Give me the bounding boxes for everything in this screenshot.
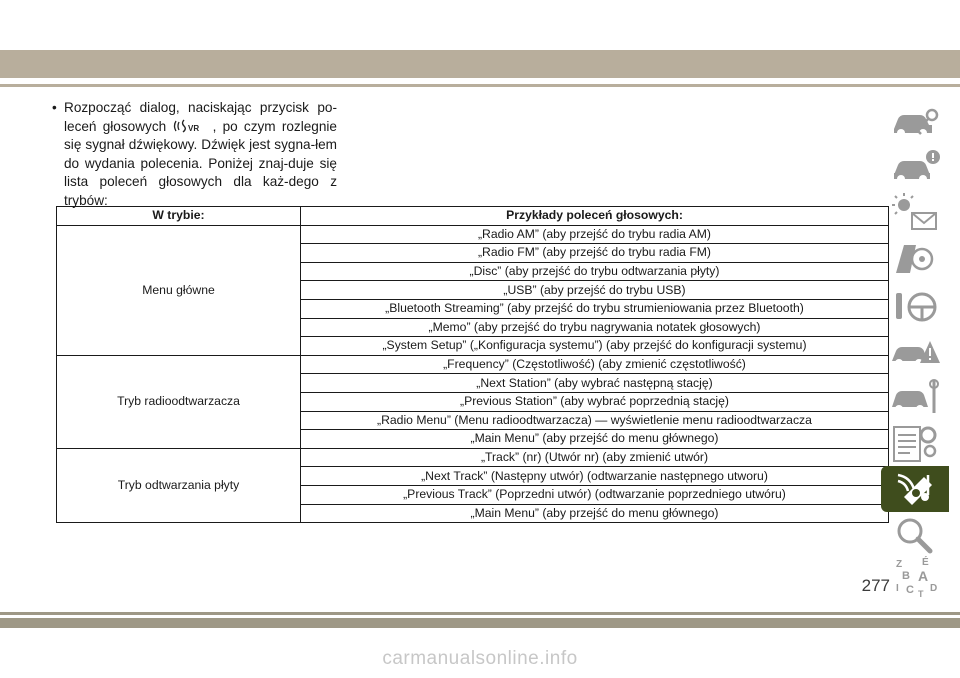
command-cell: „Frequency” (Częstotliwość) (aby zmienić częstotliwość) <box>301 355 889 374</box>
voice-commands-table <box>56 206 889 523</box>
header-band <box>0 50 960 78</box>
search-icon <box>888 513 942 557</box>
sidebar-item-dashboard-lights[interactable] <box>884 190 946 236</box>
table-row <box>57 225 889 244</box>
specifications-icon <box>888 421 942 465</box>
command-cell: „Next Track” (Następny utwór) (odtwarzanie następnego utworu) <box>301 467 889 486</box>
intro-text <box>64 99 337 211</box>
page-number: 277 <box>861 576 890 595</box>
header-rule <box>0 84 960 87</box>
airbag-safety-icon <box>888 237 942 281</box>
multimedia-icon <box>888 467 942 511</box>
voice-recognition-button-icon <box>172 119 206 133</box>
index-letter: T <box>918 589 924 599</box>
table-body <box>57 225 889 523</box>
sidebar-item-car-key[interactable] <box>884 100 946 146</box>
index-letter: A <box>918 568 929 584</box>
command-cell: „Memo” (aby przejść do trybu nagrywania notatek głosowych) <box>301 318 889 337</box>
index-alphabet-icon <box>888 555 942 599</box>
index-letter: I <box>896 583 899 594</box>
dashboard-lights-icon <box>888 191 942 235</box>
command-cell: „Previous Track” (Poprzedni utwór) (odtwarzanie poprzedniego utwóru) <box>301 485 889 504</box>
header-mode: W trybie: <box>57 207 301 226</box>
steering-start-icon <box>888 283 942 327</box>
command-cell: „Main Menu” (aby przejść do menu głównego) <box>301 504 889 523</box>
watermark: carmanualsonline.info <box>382 648 578 669</box>
intro-paragraph <box>52 99 337 211</box>
table-row <box>57 448 889 467</box>
index-letter: D <box>930 583 938 594</box>
sidebar-item-airbag-safety[interactable] <box>884 236 946 282</box>
command-cell: „Radio Menu” (Menu radioodtwarzacza) — wyświetlenie menu radioodtwarzacza <box>301 411 889 430</box>
sidebar-item-car-info[interactable] <box>884 144 946 190</box>
sidebar-item-multimedia[interactable] <box>881 466 949 512</box>
command-cell: „Bluetooth Streaming” (aby przejść do trybu strumieniowania przez Bluetooth) <box>301 299 889 318</box>
mode-cell: Tryb radioodtwarzacza <box>57 355 301 448</box>
car-service-icon <box>888 375 942 419</box>
car-info-icon <box>888 145 942 189</box>
table-row <box>57 355 889 374</box>
sidebar-item-specifications[interactable] <box>884 420 946 466</box>
command-cell: „USB” (aby przejść do trybu USB) <box>301 281 889 300</box>
sidebar-item-steering-start[interactable] <box>884 282 946 328</box>
command-cell: „Next Station” (aby wybrać następną stację) <box>301 374 889 393</box>
command-cell: „Main Menu” (aby przejść do menu głównego) <box>301 430 889 449</box>
index-letter: C <box>906 584 914 596</box>
table-header-row <box>57 207 889 226</box>
command-cell: „Radio AM” (aby przejść do trybu radia AM) <box>301 225 889 244</box>
command-cell: „Track” (nr) (Utwór nr) (aby zmienić utwór) <box>301 448 889 467</box>
command-cell: „Previous Station” (aby wybrać poprzednią stację) <box>301 392 889 411</box>
mode-cell: Tryb odtwarzania płyty <box>57 448 301 522</box>
sidebar-item-car-service[interactable] <box>884 374 946 420</box>
car-key-icon <box>888 101 942 145</box>
car-warning-icon <box>888 329 942 373</box>
footer-rule <box>0 612 960 615</box>
intro-text-after-icon: , po czym rozlegnie się sygnał dźwiękowy. Dźwięk jest sygna-łem do wydania polecenia. Poniżej znaj-duje się lista poleceń głosowych dla każ-dego z trybów: <box>64 118 337 208</box>
footer-band <box>0 618 960 628</box>
bullet: • <box>52 100 57 115</box>
intro-text-before-icon: Rozpocząć dialog, naciskając przycisk po-leceń głosowych <box>64 100 337 134</box>
sidebar-item-car-warning[interactable] <box>884 328 946 374</box>
command-cell: „Radio FM” (aby przejść do trybu radia FM) <box>301 244 889 263</box>
index-letter: É <box>922 557 929 568</box>
index-letter: Z <box>896 559 903 570</box>
sidebar-item-search[interactable] <box>884 512 946 558</box>
mode-cell: Menu główne <box>57 225 301 355</box>
vr-icon-label: VR <box>188 123 200 133</box>
index-letter: B <box>902 570 910 582</box>
sidebar-item-index[interactable] <box>884 554 946 600</box>
command-cell: „System Setup” („Konfiguracja systemu”) (aby przejść do konfiguracji systemu) <box>301 337 889 356</box>
command-cell: „Disc” (aby przejść do trybu odtwarzania płyty) <box>301 262 889 281</box>
header-commands: Przykłady poleceń głosowych: <box>301 207 889 226</box>
